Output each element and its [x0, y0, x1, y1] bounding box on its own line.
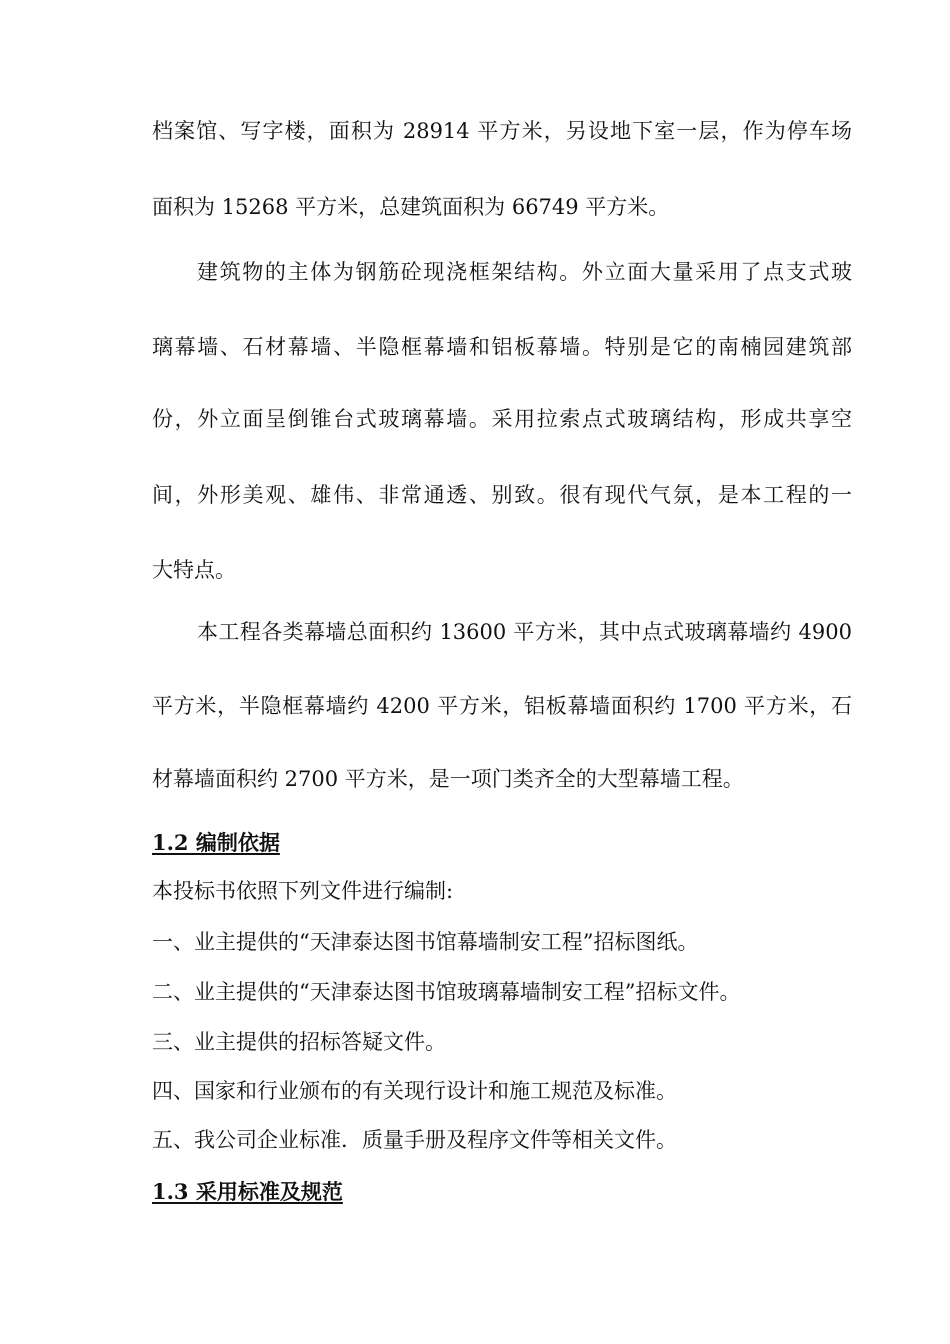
- basis-list-item: 四、国家和行业颁布的有关现行设计和施工规范及标准。: [152, 1079, 677, 1103]
- paragraph-1-line-2: 面积为 15268 平方米，总建筑面积为 66749 平方米。: [152, 195, 670, 219]
- paragraph-2-line-2: 璃幕墙、石材幕墙、半隐框幕墙和铝板幕墙。特别是它的南楠园建筑部: [152, 335, 852, 359]
- paragraph-2-line-4: 间，外形美观、雄伟、非常通透、别致。很有现代气氛，是本工程的一: [152, 483, 852, 507]
- paragraph-2-line-3: 份，外立面呈倒锥台式玻璃幕墙。采用拉索点式玻璃结构，形成共享空: [152, 407, 852, 431]
- paragraph-2-line-5: 大特点。: [152, 558, 236, 582]
- section-1-2-intro: 本投标书依照下列文件进行编制:: [152, 879, 454, 903]
- basis-list-item: 五、我公司企业标准．质量手册及程序文件等相关文件。: [152, 1128, 677, 1152]
- basis-list-item: 二、业主提供的“天津泰达图书馆玻璃幕墙制安工程”招标文件。: [152, 980, 741, 1004]
- paragraph-2-line-1: 建筑物的主体为钢筋砼现浇框架结构。外立面大量采用了点支式玻: [197, 260, 852, 284]
- basis-list-item: 一、业主提供的“天津泰达图书馆幕墙制安工程”招标图纸。: [152, 930, 699, 954]
- paragraph-3-line-2: 平方米，半隐框幕墙约 4200 平方米，铝板幕墙面积约 1700 平方米，石: [152, 694, 852, 718]
- paragraph-3-line-1: 本工程各类幕墙总面积约 13600 平方米，其中点式玻璃幕墙约 4900: [197, 620, 852, 644]
- paragraph-3-line-3: 材幕墙面积约 2700 平方米，是一项门类齐全的大型幕墙工程。: [152, 767, 744, 791]
- section-heading-1-3: 1.3 采用标准及规范: [152, 1179, 343, 1204]
- basis-list-item: 三、业主提供的招标答疑文件。: [152, 1030, 446, 1054]
- section-heading-1-2: 1.2 编制依据: [152, 830, 280, 855]
- paragraph-1-line-1: 档案馆、写字楼，面积为 28914 平方米，另设地下室一层，作为停车场: [152, 119, 852, 143]
